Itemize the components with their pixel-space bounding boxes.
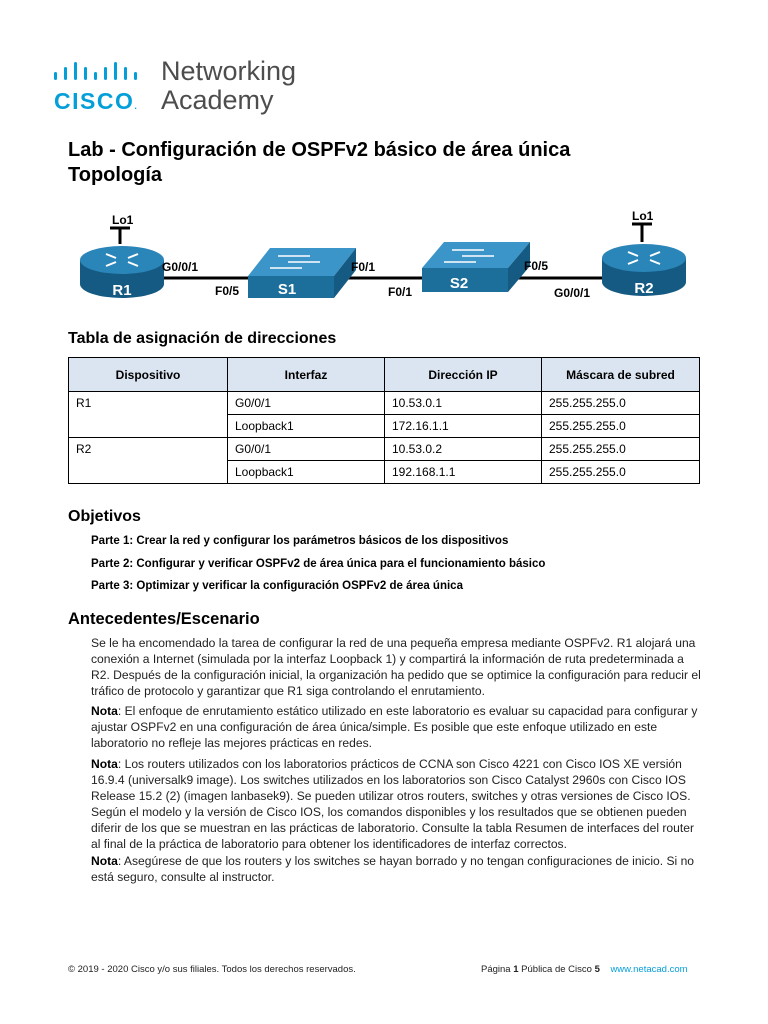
port-r2-g001: G0/0/1 (554, 286, 591, 300)
objectives-heading: Objetivos (68, 508, 141, 525)
switch-s2-icon (422, 242, 530, 292)
col-header-ip: Dirección IP (385, 358, 542, 392)
cisco-bars-icon (52, 60, 152, 86)
cell-device: R2 (69, 438, 228, 484)
lab-title: Lab - Configuración de OSPFv2 básico de área única (68, 139, 571, 161)
note-text: : Los routers utilizados con los laboratorios prácticos de CCNA son Cisco 4221 con Cisco IOS XE versión 16.9.4 (universalk9 image). Los switches utilizados en los laboratorios son Cisco Catalyst 2960s con Cisco IOS Release 15.2 (2) (imagen lanbasek9). Se pueden utilizar otros routers, switches y otras versiones de Cisco IOS. Según el modelo y la versión de Cisco IOS, los comandos disponibles y los resultados que se obtienen pueden diferir de los que se muestran en las prácticas de laboratorio. Consulte la tabla Resumen de interfaces del router al final de la práctica de laboratorio para obtener los identificadores de interfaz correctos. (91, 757, 694, 851)
note-text: : El enfoque de enrutamiento estático utilizado en este laboratorio es evaluar su capacidad para configurar y ajustar OSPFv2 en una configuración de área única/simple. Es posible que este enfoque utilizado en este laboratorio no refleje las mejores prácticas en redes. (91, 704, 698, 750)
addressing-table (68, 357, 700, 484)
note-paragraph-1 (91, 703, 706, 751)
note-paragraph-3 (91, 853, 706, 885)
objective-part-1: Parte 1: Crear la red y configurar los parámetros básicos de los dispositivos (91, 535, 509, 547)
cell-ip: 10.53.0.1 (385, 392, 542, 415)
cell-mask: 255.255.255.0 (542, 438, 700, 461)
s1-label: S1 (277, 281, 297, 298)
col-header-mask: Máscara de subred (542, 358, 700, 392)
objective-part-3: Parte 3: Optimizar y verificar la configuración OSPFv2 de área única (91, 580, 463, 592)
footer-page-info (481, 964, 688, 975)
objective-part-2: Parte 2: Configurar y verificar OSPFv2 de área única para el funcionamiento básico (91, 558, 546, 570)
cell-mask: 255.255.255.0 (542, 461, 700, 484)
note-text: : Asegúrese de que los routers y los switches se hayan borrado y no tengan configuraciones de inicio. Si no está seguro, consulte al instructor. (91, 854, 695, 884)
footer-page-mid: Pública de Cisco (518, 964, 595, 975)
r2-lo1-label: Lo1 (632, 209, 654, 223)
table-row (69, 392, 700, 415)
note-paragraph-2 (91, 756, 706, 852)
cell-mask: 255.255.255.0 (542, 415, 700, 438)
cell-ip: 10.53.0.2 (385, 438, 542, 461)
table-header-row (69, 358, 700, 392)
port-s2-f01: F0/1 (388, 285, 413, 299)
note-label: Nota (91, 854, 118, 868)
cell-interface: G0/0/1 (228, 392, 385, 415)
page-title (68, 138, 570, 188)
cisco-networking-academy-logo (52, 56, 312, 120)
background-heading: Antecedentes/Escenario (68, 610, 260, 628)
r1-label: R1 (112, 282, 132, 299)
s2-label: S2 (449, 275, 469, 292)
footer-page-number: 1 (513, 964, 519, 975)
logo-networking: Networking (161, 56, 297, 86)
background-paragraph-1: Se le ha encomendado la tarea de configurar la red de una pequeña empresa mediante OSPFv2. R1 alojará una conexión a Internet (simulada por la interfaz Loopback 1) y compartirá la información de ruta predeterminada a R2. Después de la configuración inicial, la organización ha pedido que se optimice la configuración para reducir el tráfico de protocolo y garantizar que R1 siga controlando el enrutamiento. (91, 636, 701, 698)
note-label: Nota (91, 757, 118, 771)
r1-loopback (110, 213, 134, 244)
cisco-wordmark: CISCO. (54, 88, 139, 114)
footer-copyright: © 2019 - 2020 Cisco y/o sus filiales. Todos los derechos reservados. (68, 964, 356, 975)
cell-interface: Loopback1 (228, 415, 385, 438)
col-header-device: Dispositivo (69, 358, 228, 392)
router-r2-icon (602, 244, 686, 297)
cell-ip: 172.16.1.1 (385, 415, 542, 438)
table-row (69, 438, 700, 461)
footer-page-prefix: Página (481, 964, 514, 975)
port-s1-f01: F0/1 (351, 260, 376, 274)
cell-device: R1 (69, 392, 228, 438)
footer-netacad-link[interactable]: www.netacad.com (610, 964, 688, 975)
addressing-heading: Tabla de asignación de direcciones (68, 330, 337, 347)
cell-mask: 255.255.255.0 (542, 392, 700, 415)
logo-academy: Academy (161, 85, 274, 115)
port-s2-f05: F0/5 (524, 259, 549, 273)
cell-ip: 192.168.1.1 (385, 461, 542, 484)
port-r1-g001: G0/0/1 (162, 260, 199, 274)
note-label: Nota (91, 704, 118, 718)
r1-lo1-label: Lo1 (112, 213, 134, 227)
topology-heading: Topología (68, 164, 163, 186)
cell-interface: Loopback1 (228, 461, 385, 484)
col-header-interface: Interfaz (228, 358, 385, 392)
footer-page-total: 5 (594, 964, 600, 975)
port-s1-f05: F0/5 (215, 284, 240, 298)
router-r1-icon (80, 246, 164, 299)
cell-interface: G0/0/1 (228, 438, 385, 461)
topology-diagram (70, 206, 700, 310)
switch-s1-icon (248, 248, 356, 298)
r2-loopback (632, 209, 654, 242)
r2-label: R2 (634, 280, 654, 297)
